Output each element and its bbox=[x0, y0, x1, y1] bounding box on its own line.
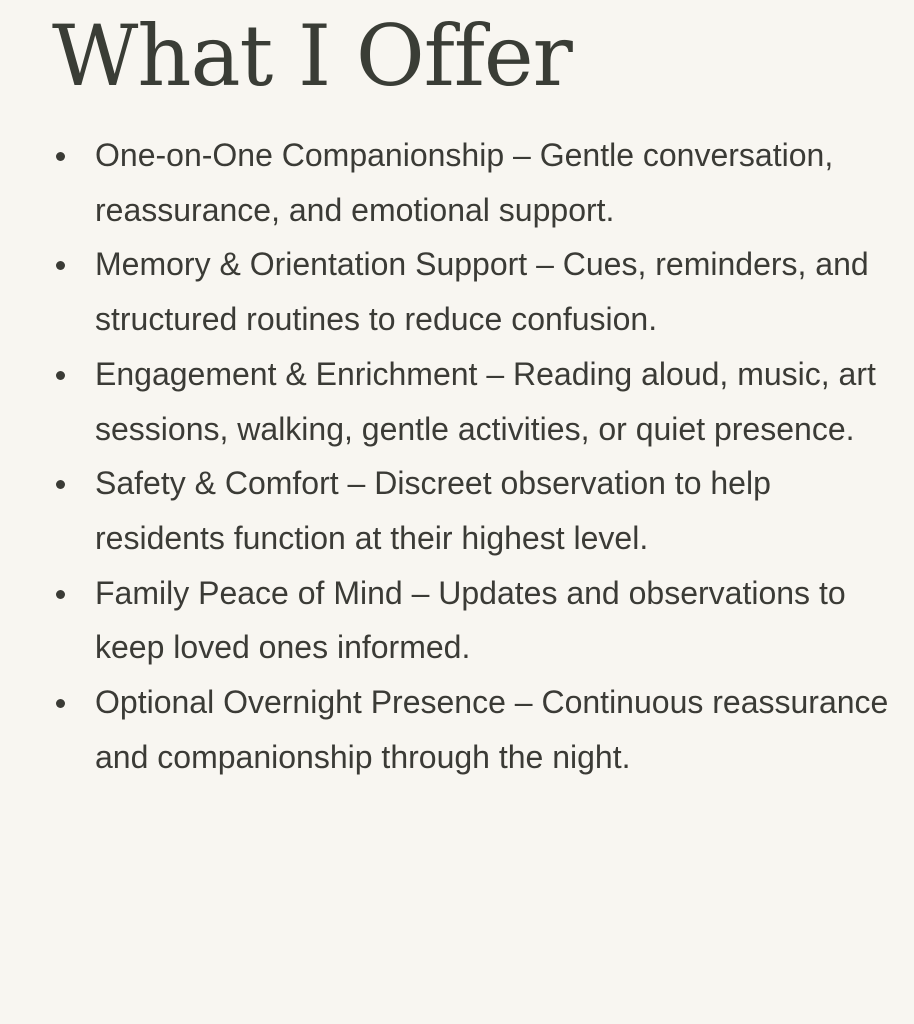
bullet-icon bbox=[56, 371, 65, 380]
bullet-icon bbox=[56, 699, 65, 708]
offer-item-companionship bbox=[52, 128, 895, 237]
offer-item-family bbox=[52, 566, 895, 675]
bullet-icon bbox=[56, 261, 65, 270]
offer-item-overnight bbox=[52, 675, 895, 784]
offer-item-text: Memory & Orientation Support – Cues, reminders, and structured routines to reduce confusion. bbox=[95, 246, 869, 338]
offer-item-text: Optional Overnight Presence – Continuous reassurance and companionship through the night. bbox=[95, 684, 889, 775]
offer-item-memory-support bbox=[52, 237, 895, 346]
offer-list bbox=[52, 128, 914, 784]
offer-item-text: Safety & Comfort – Discreet observation to help residents function at their highest level. bbox=[95, 465, 771, 556]
section-title: What I Offer bbox=[52, 7, 572, 105]
offer-item-safety bbox=[52, 456, 895, 565]
bullet-icon bbox=[56, 480, 65, 489]
offer-item-text: Engagement & Enrichment – Reading aloud, music, art sessions, walking, gentle activities, or quiet presence. bbox=[95, 355, 876, 447]
offer-item-engagement bbox=[52, 347, 895, 456]
bullet-icon bbox=[56, 152, 65, 161]
offer-item-text: Family Peace of Mind – Updates and observations to keep loved ones informed. bbox=[95, 574, 846, 666]
offer-item-text: One-on-One Companionship – Gentle conversation, reassurance, and emotional support. bbox=[95, 137, 834, 228]
bullet-icon bbox=[56, 590, 65, 599]
